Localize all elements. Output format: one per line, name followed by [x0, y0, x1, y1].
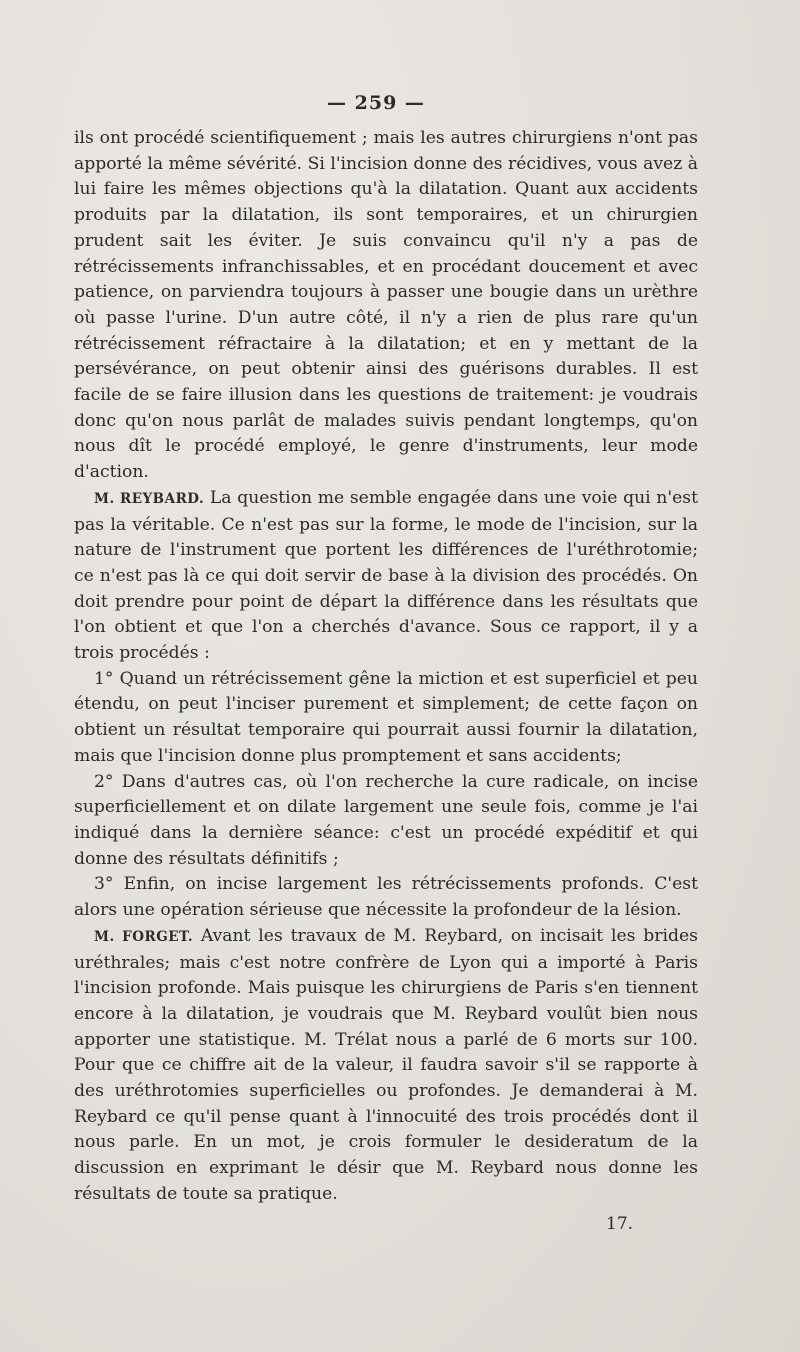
signature-mark: 17.: [606, 1214, 634, 1234]
paragraph-text: 3° Enfin, on incise largement les rétrécissements profonds. C'est alors une opération sérieuse que nécessite la profondeur de la lésion.: [74, 874, 698, 921]
body-text: [74, 126, 698, 1208]
paragraph-text: ils ont procédé scientifiquement ; mais les autres chirurgiens n'ont pas apporté la même sévérité. Si l'incision donne des récidives, vous avez à lui faire les mêmes objections qu'à la dilatation. Quant aux accidents produits par la dilatation, ils sont temporaires, et un chirurgien prudent sait les éviter. Je suis convaincu qu'il n'y a pas de rétrécissements infranchissables, et en procédant doucement et avec patience, on parviendra toujours à passer une bougie dans un urèthre où passe l'urine. D'un autre côté, il n'y a rien de plus rare qu'un rétrécissement réfractaire à la dilatation; et en y mettant de la persévérance, on peut obtenir ainsi des guérisons durables. Il est facile de se faire illusion dans les questions de traitement: je voudrais donc qu'on nous parlât de malades suivis pendant longtemps, qu'on nous dît le procédé employé, le genre d'instruments, leur mode d'action.: [74, 128, 698, 483]
paragraph-text: 2° Dans d'autres cas, où l'on recherche la cure radicale, on incise superficiellement et on dilate largement une seule fois, comme je l'ai indiqué dans la dernière séance: c'est un procédé expéditif et qui donne des résultats définitifs ;: [74, 771, 698, 869]
paragraph-text: La question me semble engagée dans une voie qui n'est pas la véritable. Ce n'est pas sur la forme, le mode de l'incision, sur la nature de l'instrument que portent les différences de l'uréthrotomie; ce n'est pas là ce qui doit servir de base à la division des procédés. On doit prendre pour point de départ la différence dans les résultats que l'on obtient et que l'on a cherchés d'avance. Sous ce rapport, il y a trois procédés :: [74, 487, 698, 664]
paragraph: [74, 667, 698, 770]
paragraph-text: 1° Quand un rétrécissement gêne la miction et est superficiel et peu étendu, on peut l'inciser purement et simplement; de cette façon on obtient un résultat temporaire qui pourrait aussi fournir la dilatation, mais que l'incision donne plus promptement et sans accidents;: [74, 668, 698, 766]
speaker-name: M. FORGET.: [94, 928, 194, 945]
page-number: — 259 —: [327, 92, 425, 114]
speaker-name: M. REYBARD.: [94, 490, 205, 507]
paragraph: [74, 486, 698, 667]
paragraph: [74, 872, 698, 923]
paragraph: [74, 924, 698, 1208]
paragraph: [74, 770, 698, 873]
paragraph: [74, 126, 698, 486]
paragraph-text: Avant les travaux de M. Reybard, on incisait les brides uréthrales; mais c'est notre confrère de Lyon qui a importé à Paris l'incision profonde. Mais puisque les chirurgiens de Paris s'en tiennent encore à la dilatation, je voudrais que M. Reybard voulût bien nous apporter une statistique. M. Trélat nous a parlé de 6 morts sur 100. Pour que ce chiffre ait de la valeur, il faudra savoir s'il se rapporte à des uréthrotomies superficielles ou profondes. Je demanderai à M. Reybard ce qu'il pense quant à l'innocuité des trois procédés dont il nous parle. En un mot, je crois formuler le desideratum de la discussion en exprimant le désir que M. Reybard nous donne les résultats de toute sa pratique.: [74, 925, 698, 1204]
